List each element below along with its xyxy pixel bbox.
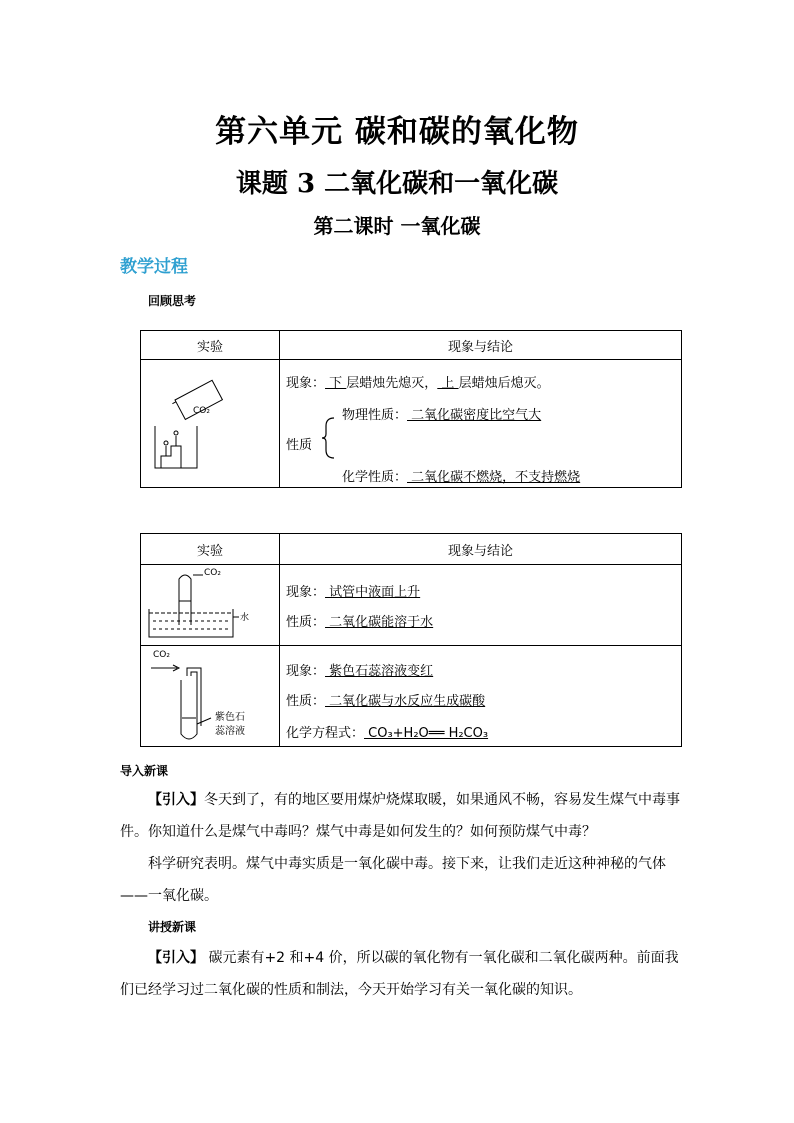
table1-header-result: 现象与结论	[280, 331, 682, 360]
table2-row2-equation	[286, 722, 488, 741]
phenomenon-value: 试管中液面上升	[325, 585, 421, 600]
diagram-water-label: 水	[240, 613, 250, 623]
diagram-co2-label-2: CO₂	[204, 568, 221, 578]
teach-label: 讲授新课	[148, 920, 197, 934]
table2-row1-result-cell	[280, 565, 682, 646]
table2-row1-property	[286, 611, 433, 630]
table2-row2-property	[286, 690, 485, 709]
chemical-property	[342, 466, 580, 485]
property-value: 二氧化碳与水反应生成碳酸	[325, 694, 486, 709]
property-value: 二氧化碳能溶于水	[325, 615, 434, 630]
table2-row2-phenomenon	[286, 660, 433, 679]
physical-property-value: 二氧化碳密度比空气大	[407, 408, 542, 423]
property-label: 性质：	[286, 694, 326, 709]
section-title: 教学过程	[120, 257, 188, 277]
phenomenon-label: 现象：	[286, 664, 326, 679]
table2-row1-diagram-cell	[141, 565, 280, 646]
physical-property-label: 物理性质：	[342, 408, 408, 423]
diagram-litmus-label-2: 蕊溶液	[215, 726, 245, 737]
teach-paragraph-1	[120, 942, 680, 1006]
table1-phenomenon	[286, 372, 550, 391]
intro-paragraph-1	[120, 784, 680, 848]
phenomenon-blank-2: 上	[437, 376, 459, 391]
table2-row1-phenomenon	[286, 581, 420, 600]
experiment-table-2	[140, 533, 682, 747]
chemical-property-label: 化学性质：	[342, 470, 408, 485]
teach-tag: 【引入】	[148, 950, 204, 966]
chemical-property-value: 二氧化碳不燃烧，不支持燃烧	[407, 470, 581, 485]
experiment-table-1	[140, 330, 682, 488]
lesson-title: 课题 3 二氧化碳和一氧化碳	[235, 169, 559, 199]
teach-text-1: 碳元素有+2 和+4 价，所以碳的氧化物有一氧化碳和二氧化碳两种。前面我们已经学习过二氧化碳的性质和制法，今天开始学习有关一氧化碳的知识。	[120, 950, 679, 998]
intro-tag: 【引入】	[148, 792, 204, 808]
equation-label: 化学方程式：	[286, 726, 365, 741]
table1-diagram-cell	[141, 360, 280, 488]
table2-header-experiment: 实验	[141, 534, 280, 565]
brace-icon	[320, 416, 336, 460]
intro-paragraph-2: 科学研究表明。煤气中毒实质是一氧化碳中毒。接下来，让我们走近这种神秘的气体——一氧化碳。	[120, 856, 666, 904]
property-label: 性质	[286, 438, 313, 453]
phenomenon-mid: 层蜡烛先熄灭，	[346, 376, 438, 391]
intro-label: 导入新课	[120, 764, 169, 778]
period-title: 第二课时 一氧化碳	[313, 214, 481, 238]
table2-row2-result-cell	[280, 646, 682, 747]
phenomenon-blank-1: 下	[325, 376, 347, 391]
intro-text-1: 冬天到了，有的地区要用煤炉烧煤取暖，如果通风不畅，容易发生煤气中毒事件。你知道什么是煤气中毒吗？煤气中毒是如何发生的？如何预防煤气中毒？	[120, 792, 680, 840]
table1-header-experiment: 实验	[141, 331, 280, 360]
equation-value: CO₃+H₂O══ H₂CO₃	[364, 726, 489, 741]
phenomenon-value: 紫色石蕊溶液变红	[325, 664, 434, 679]
litmus-tube-diagram	[141, 646, 279, 746]
phenomenon-label: 现象：	[286, 585, 326, 600]
physical-property	[342, 404, 541, 423]
candle-beaker-diagram	[141, 360, 279, 487]
table2-header-result: 现象与结论	[280, 534, 682, 565]
diagram-co2-label-3: CO₂	[153, 650, 170, 660]
phenomenon-label: 现象：	[286, 376, 326, 391]
property-label: 性质：	[286, 615, 326, 630]
phenomenon-end: 层蜡烛后熄灭。	[458, 376, 550, 391]
review-label: 回顾思考	[148, 294, 197, 308]
diagram-litmus-label-1: 紫色石	[215, 712, 245, 723]
unit-title: 第六单元 碳和碳的氧化物	[215, 114, 579, 150]
diagram-co2-label: CO₂	[193, 406, 210, 416]
table2-row2-diagram-cell	[141, 646, 280, 747]
table1-result-cell	[280, 360, 682, 488]
